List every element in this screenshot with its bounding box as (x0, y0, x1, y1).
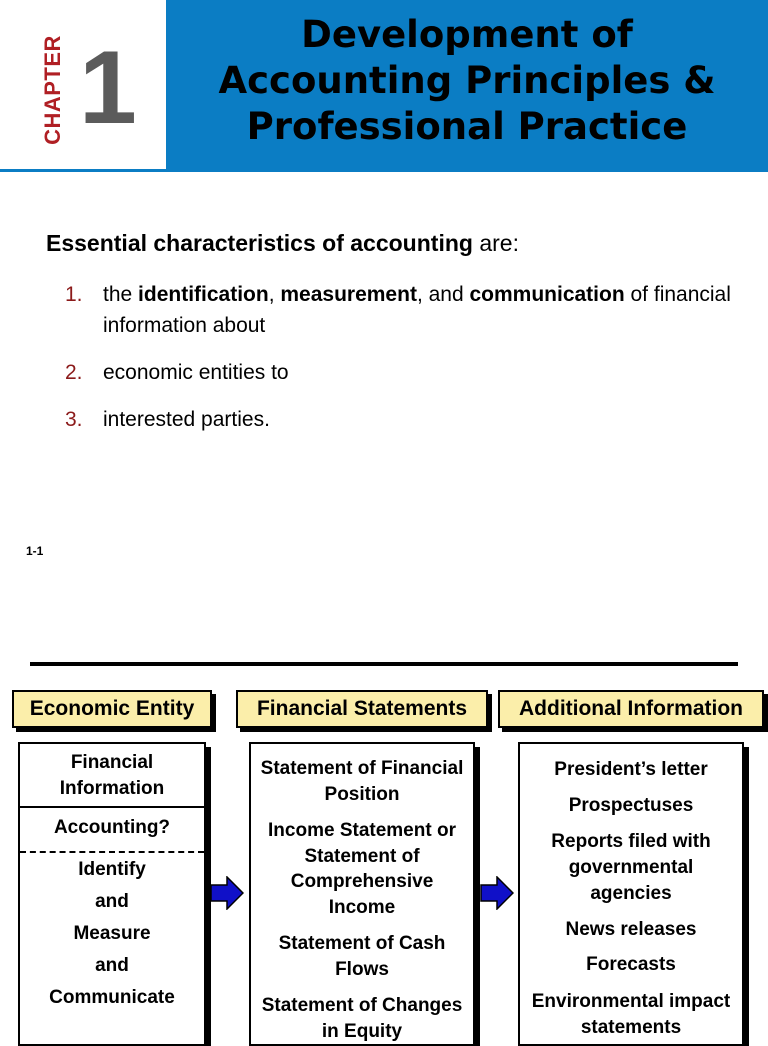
list-text-run: , (268, 283, 281, 306)
additional-item: Prospectuses (568, 795, 694, 816)
list-text-run: communication (469, 283, 625, 306)
additional-item: Environmental impact statements (531, 991, 731, 1038)
list-text (103, 357, 743, 388)
additional-information-box (518, 742, 744, 1046)
list-text-run: economic entities to (103, 361, 289, 384)
slide-number: 1-1 (26, 544, 44, 558)
slide-divider (30, 662, 738, 666)
statement-item: Income Statement or Statement of Comprehensive Income (268, 820, 456, 918)
title-banner (166, 0, 768, 169)
header-economic-entity: Economic Entity (12, 690, 212, 728)
list-text (103, 279, 743, 341)
header-rule (0, 169, 768, 172)
statement-item: Statement of Cash Flows (278, 933, 446, 980)
step-label: Communicate (49, 987, 175, 1008)
intro-rest: are: (472, 230, 519, 256)
arrow-right-icon (480, 876, 514, 910)
list-number: 3. (65, 408, 83, 431)
header-financial-statements: Financial Statements (236, 690, 488, 728)
additional-item: Forecasts (586, 954, 676, 975)
statement-item: Statement of Changes in Equity (261, 995, 463, 1042)
list-text-run: , and (416, 283, 470, 306)
intro-text (46, 230, 519, 257)
page-title (166, 12, 768, 150)
list-number: 1. (65, 283, 83, 306)
header-additional-information: Additional Information (498, 690, 764, 728)
list-text-run: the (103, 283, 139, 306)
additional-item: News releases (565, 919, 697, 940)
dashed-separator (20, 851, 204, 853)
list-text-run: measurement (280, 283, 417, 306)
financial-information-label: Financial Information (59, 752, 165, 799)
accounting-question: Accounting? (53, 817, 171, 838)
statement-item: Statement of Financial Position (260, 758, 464, 805)
step-label: and (95, 955, 129, 976)
step-label: Identify (78, 859, 146, 880)
financial-statements-box (249, 742, 475, 1046)
list-text-run: of financial information about (103, 283, 731, 337)
economic-entity-box (18, 742, 206, 1046)
list-text-run: identification (138, 283, 269, 306)
additional-item: Reports filed with governmental agencies (551, 831, 711, 904)
additional-item: President’s letter (554, 759, 708, 780)
chapter-label: CHAPTER (40, 35, 65, 145)
list-text-run: interested parties. (103, 408, 270, 431)
chapter-number: 1 (79, 30, 137, 146)
list-number: 2. (65, 361, 83, 384)
chapter-badge (0, 0, 166, 169)
chapter-header (0, 0, 768, 172)
intro-bold: Essential characteristics of accounting (46, 230, 473, 256)
step-label: Measure (73, 923, 151, 944)
title-line: Professional Practice (246, 105, 688, 148)
title-line: Accounting Principles & (218, 59, 716, 102)
step-label: and (95, 891, 129, 912)
box-separator (20, 806, 204, 808)
arrow-right-icon (210, 876, 244, 910)
list-text (103, 404, 743, 435)
title-line: Development of (301, 13, 633, 56)
